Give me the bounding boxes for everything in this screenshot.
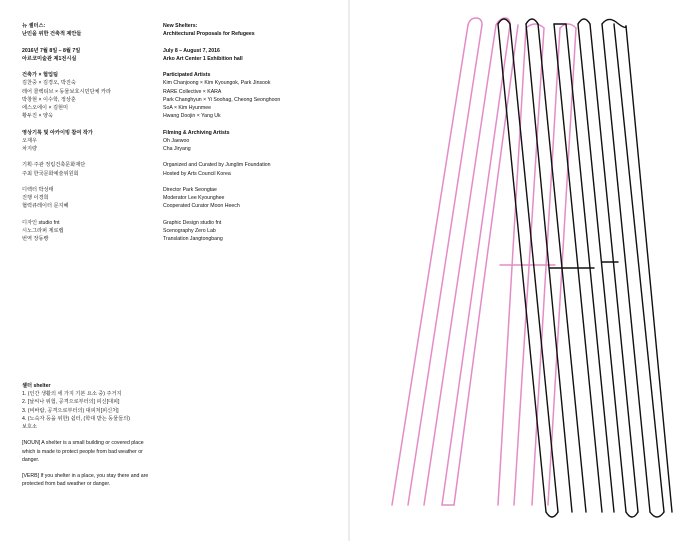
ko-artist: 황두진 × 양욱 <box>22 113 53 120</box>
ko-filming-artist: 오재우 <box>22 137 38 144</box>
ko-credit: 번역 장동빵 <box>22 236 49 243</box>
en-title-line: New Shelters: <box>163 23 198 29</box>
en-artist: SoA × Kim Hyunmee <box>163 105 212 111</box>
ko-artist: 레어 콜렉티브 × 동물보호시민단체 카라 <box>22 88 111 95</box>
en-staff: Director Park Seongtae <box>163 186 217 193</box>
shelters-letter-stroke <box>590 24 638 512</box>
ko-artist: 김찬중 × 김경오, 박진숙 <box>22 80 76 87</box>
ko-staff: 진행 이경희 <box>22 195 49 202</box>
en-credit: Graphic Design studio fnt <box>163 219 222 226</box>
en-org: Hosted by Arts Council Korea <box>163 170 231 177</box>
ko-credit: 시노그라퍼 제로랩 <box>22 227 64 234</box>
en-staff: Moderator Lee Kyounghee <box>163 195 225 202</box>
en-credit: Translation Jangtongbang <box>163 236 223 243</box>
shelters-letter-curve <box>650 512 664 517</box>
ko-artists-heading: 건축가 × 협업팀 <box>22 72 58 79</box>
en-venue: Arko Art Center 1 Exhibition hall <box>163 55 243 62</box>
new-letter-stroke <box>408 25 482 505</box>
ko-org: 주최 한국문화예술위원회 <box>22 170 79 177</box>
shelters-letter-curve <box>526 19 538 24</box>
shelters-letterform <box>498 19 672 517</box>
ko-date: 2016년 7월 8일 – 8월 7일 <box>22 47 81 54</box>
en-artist: RARE Collective × KARA <box>163 88 222 95</box>
shelters-letter-stroke <box>602 24 650 512</box>
new-shelters-lettering <box>350 0 700 541</box>
english-column <box>163 22 338 243</box>
definition-item: 4. (노숙자 등을 위한) 쉼터, (학대 받는 동물들의) <box>22 415 130 422</box>
new-letter-curve <box>468 18 482 25</box>
shelters-letter-curve <box>626 512 638 517</box>
en-artist: Park Changhyun × Yi Soohag, Cheong Seonghoon <box>163 96 281 103</box>
definition-heading: 셸터 shelter <box>22 383 51 389</box>
new-letter-stroke <box>424 25 496 505</box>
ko-org: 기획·주관 정림건축문화재단 <box>22 162 86 169</box>
korean-column <box>22 22 152 243</box>
ko-filming-heading: 영상기록 및 아카이빙 참여 작가 <box>22 129 93 136</box>
en-artist: Kim Chanjoong × Kim Kyoungok, Park Jinsook <box>163 80 271 87</box>
definition-item: 3. (비바람, 공격으로부터의) 대피처[피신처] <box>22 407 119 414</box>
en-filming-heading: Filming & Archiving Artists <box>163 129 230 136</box>
ko-title-line: 뉴 셸터스: <box>22 23 46 29</box>
en-title-line: Architectural Proposals for Refugees <box>163 31 255 38</box>
en-artists-heading: Participated Artists <box>163 72 211 79</box>
ko-artist: 에스오에이 × 김현미 <box>22 105 69 111</box>
ko-credit: 디자인 studio fnt <box>22 219 60 226</box>
shelters-letter-curve <box>578 19 590 24</box>
en-filming-artist: Cha Jiryang <box>163 146 191 152</box>
shelters-letter-stroke <box>614 24 664 512</box>
en-staff: Cooperated Curator Moon Heech <box>163 203 240 210</box>
ko-title-line: 난민을 위한 건축적 제안들 <box>22 31 82 38</box>
en-filming-artist: Oh Jaewoo <box>163 137 190 144</box>
ko-staff: 협력큐레이터 문지혜 <box>22 203 69 210</box>
new-letter-stroke <box>514 28 544 505</box>
right-page <box>350 0 700 541</box>
new-letter-stroke <box>392 25 468 505</box>
definition-verb: [VERB] If you shelter in a place, you stay there and are protected from bad weather or danger. <box>22 473 149 488</box>
definition-item: 보호소 <box>22 424 38 431</box>
en-artist: Hwang Doojin × Yang Uk <box>163 113 221 120</box>
shelters-letter-stroke <box>626 26 672 512</box>
ko-staff: 디렉터 박성태 <box>22 186 54 193</box>
new-letter-curve <box>526 24 544 28</box>
en-date: July 8 – August 7, 2016 <box>163 47 220 54</box>
definition-noun: [NOUN] A shelter is a small building or covered place which is made to protect people from bad weather or danger. <box>22 440 144 463</box>
ko-artist: 박창현 × 이수학, 정상훈 <box>22 96 76 103</box>
ko-filming-artist: 차지량 <box>22 146 38 152</box>
definition-item: 2. [날씨나 위험, 공격으로부터의] 피신[대피] <box>22 399 120 406</box>
definition-item: 1. (인간 생활의 세 가지 기본 요소 중) 주거지 <box>22 391 122 398</box>
ko-venue: 아르코미술관 제1전시실 <box>22 55 77 62</box>
en-org: Organized and Curated by Junglim Foundation <box>163 162 271 169</box>
en-credit: Scenography Zero Lab <box>163 227 216 234</box>
shelters-letter-curve <box>546 512 558 517</box>
shelter-definition <box>22 382 157 489</box>
left-page <box>0 0 348 541</box>
